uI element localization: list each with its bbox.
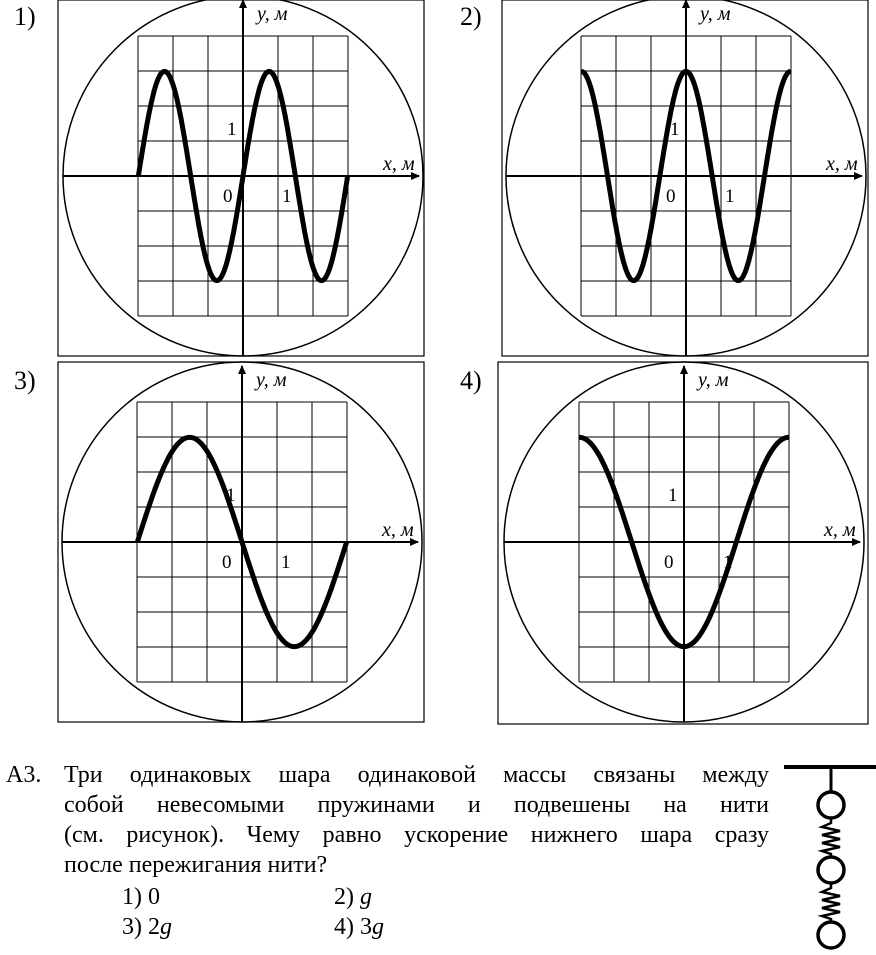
question-line: Три одинаковых шара одинаковой массы связаны между xyxy=(64,762,769,788)
spring-balls-illustration xyxy=(784,755,876,955)
y-tick-label: 1 xyxy=(670,119,680,140)
panel-1-number: 1) xyxy=(14,2,36,31)
answer-value: 2g xyxy=(148,914,172,940)
question-number: А3. xyxy=(6,762,42,788)
answer-option-2[interactable] xyxy=(334,882,372,912)
ball-middle xyxy=(818,857,844,883)
y-axis-label: y, м xyxy=(700,3,731,25)
answer-number: 4) xyxy=(334,914,354,940)
origin-label: 0 xyxy=(222,552,232,573)
ball-top xyxy=(818,792,844,818)
panel-4-number: 4) xyxy=(460,366,482,395)
graph-panel-3 xyxy=(58,362,424,722)
origin-label: 0 xyxy=(666,186,676,207)
answer-option-4[interactable] xyxy=(334,912,384,942)
origin-label: 0 xyxy=(664,552,674,573)
graph-panel-4 xyxy=(498,362,868,724)
spring-top xyxy=(822,818,840,857)
x-axis-label: x, м xyxy=(383,153,415,175)
ball-bottom xyxy=(818,922,844,948)
y-tick-label: 1 xyxy=(668,485,678,506)
x-tick-label: 1 xyxy=(281,552,291,573)
x-axis-label: x, м xyxy=(824,519,856,541)
x-tick-label: 1 xyxy=(282,186,292,207)
question-line: собой невесомыми пружинами и подвешены на нити xyxy=(64,792,769,818)
answer-value: 3g xyxy=(360,914,384,940)
y-axis-label: y, м xyxy=(257,3,288,25)
graph-panel-2 xyxy=(502,0,868,356)
x-axis-label: x, м xyxy=(826,153,858,175)
answer-number: 2) xyxy=(334,884,354,910)
y-tick-label: 1 xyxy=(227,119,237,140)
y-tick-label: 1 xyxy=(226,485,236,506)
question-line: после пережигания нити? xyxy=(64,852,328,878)
x-axis-label: x, м xyxy=(382,519,414,541)
x-tick-label: 1 xyxy=(723,552,733,573)
panel-3-number: 3) xyxy=(14,366,36,395)
spring-bottom xyxy=(822,883,840,922)
y-axis-label: y, м xyxy=(698,369,729,391)
answer-option-1[interactable] xyxy=(122,882,160,912)
question-text xyxy=(64,760,769,940)
panel-2-number: 2) xyxy=(460,2,482,31)
origin-label: 0 xyxy=(223,186,233,207)
answer-option-3[interactable] xyxy=(122,912,172,942)
answer-value: g xyxy=(360,884,372,910)
y-axis-label: y, м xyxy=(256,369,287,391)
answer-number: 1) xyxy=(122,884,142,910)
x-tick-label: 1 xyxy=(725,186,735,207)
graph-panel-1 xyxy=(58,0,424,356)
answer-number: 3) xyxy=(122,914,142,940)
question-line: (см. рисунок). Чему равно ускорение нижнего шара сразу xyxy=(64,822,769,848)
answer-value: 0 xyxy=(148,884,160,910)
